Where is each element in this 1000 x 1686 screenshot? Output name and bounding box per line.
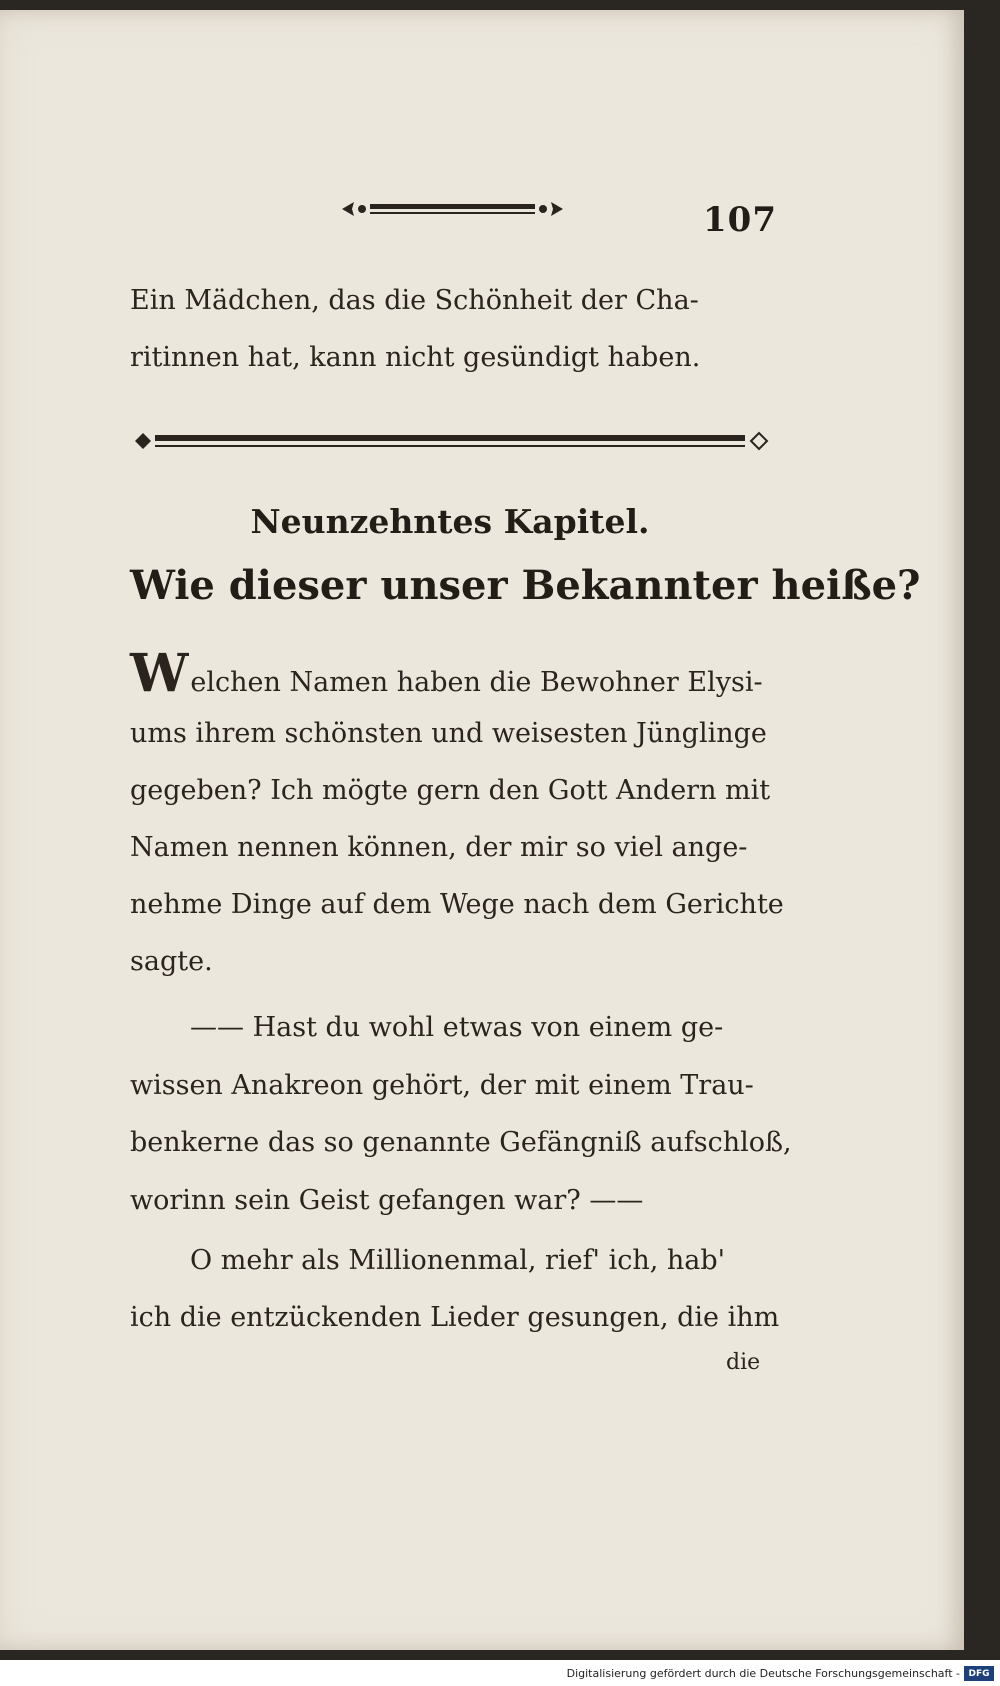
chapter-title: Wie dieser unser Bekannter heiße? [130,562,921,609]
catchword: die [726,1350,761,1375]
page-number: 107 [703,200,777,240]
text-line: benkerne das so genannte Gefängniß aufschloß, [130,1127,792,1158]
digitization-footer [0,1662,1000,1686]
footer-credit: Digitalisierung gefördert durch die Deutsche Forschungsgemeinschaft - [566,1667,960,1680]
dfg-logo-icon: DFG [964,1666,994,1681]
paragraph-first-line [130,643,770,704]
text-line: ritinnen hat, kann nicht gesündigt haben. [130,342,701,373]
text-line: —— Hast du wohl etwas von einem ge- [190,1012,724,1043]
text-line: wissen Anakreon gehört, der mit einem Trau- [130,1070,754,1101]
text-line: elchen Namen haben die Bewohner Elysi- [190,667,763,698]
book-page [0,10,964,1650]
chapter-heading: Neunzehntes Kapitel. [250,502,650,541]
double-rule-divider [133,426,769,456]
text-line: ich die entzückenden Lieder gesungen, die ihm [130,1302,780,1333]
text-line: nehme Dinge auf dem Wege nach dem Gerichte [130,889,784,920]
text-line: O mehr als Millionenmal, rief' ich, hab' [190,1245,726,1276]
text-line: worinn sein Geist gefangen war? —— [130,1185,644,1216]
text-line: ums ihrem schönsten und weisesten Jünglinge [130,718,767,749]
drop-cap: W [130,643,189,704]
text-line: sagte. [130,946,213,977]
text-line: Namen nennen können, der mir so viel ange- [130,832,748,863]
text-line: Ein Mädchen, das die Schönheit der Cha- [130,285,699,316]
text-line: gegeben? Ich mögte gern den Gott Andern mit [130,775,771,806]
top-ornament [340,196,565,222]
